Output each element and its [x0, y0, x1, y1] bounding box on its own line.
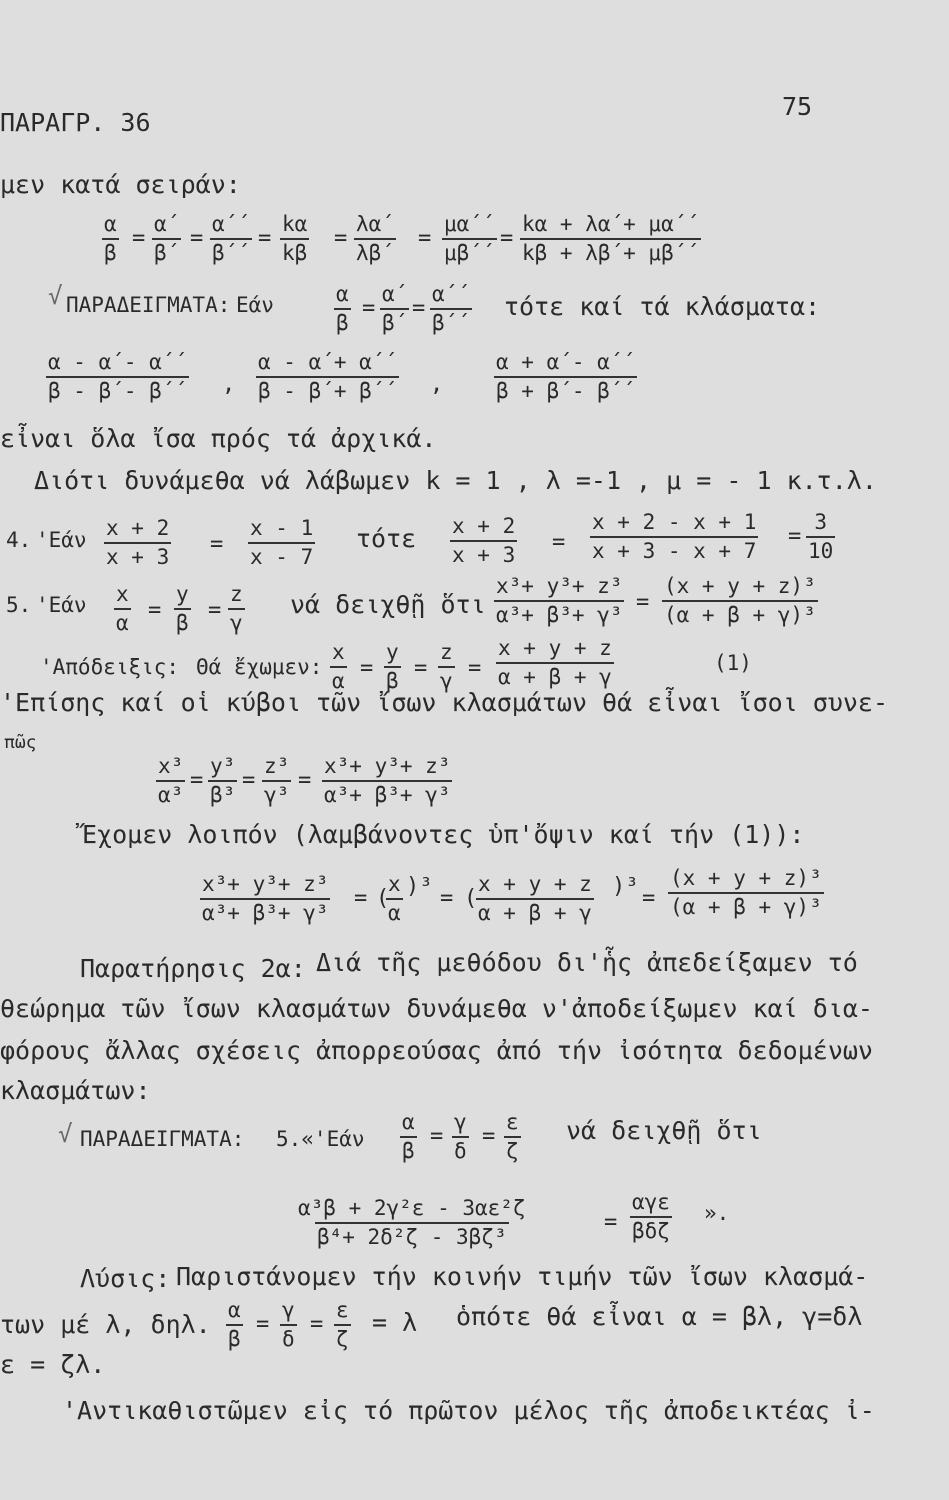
denominator: λβ΄: [354, 238, 396, 265]
final-frac-4: [668, 866, 824, 919]
solution-label: Λύσις:: [80, 1264, 171, 1293]
examples-frac-3: [430, 282, 472, 335]
solution-line-4: 'Αντικαθιστῶμεν εἰς τό πρῶτον μέλος τῆς ἀποδεικτέας ἰ-: [62, 1396, 875, 1425]
numerator: z³: [264, 754, 290, 778]
final-frac-1: [200, 872, 330, 925]
equals-sign: =: [208, 598, 222, 623]
numerator: λα΄: [356, 212, 394, 236]
remark-line-3: φόρους ἄλλας σχέσεις ἀπορρεούσας ἀπό τήν ἰσότητα δεδομένων: [0, 1036, 873, 1065]
denominator: γ³: [262, 780, 291, 807]
denominator: ζ: [504, 1136, 521, 1163]
numerator: γ: [282, 1298, 295, 1322]
numerator: α + α΄- α΄΄: [496, 350, 636, 374]
numerator: x: [332, 640, 345, 664]
denominator: x + 3: [104, 542, 171, 569]
eq1-frac-3: [210, 212, 252, 265]
ex4-frac-1: [104, 516, 171, 569]
numerator: ε: [506, 1110, 519, 1134]
numerator: α΄: [154, 212, 180, 236]
denominator: kβ + λβ΄+ μβ΄΄: [520, 238, 701, 265]
proof-frac-z: [438, 640, 455, 693]
equals-sign: =: [418, 226, 432, 251]
fraction-list-3: [494, 350, 637, 403]
example-5-show: νά δειχθῇ ὅτι: [290, 590, 486, 619]
denominator: β: [174, 608, 191, 635]
also-line-cont: πῶς: [4, 732, 37, 753]
equals-sign: =: [242, 768, 256, 793]
final-frac-2: [386, 872, 403, 925]
numerator: x - 1: [250, 516, 314, 540]
denominator: 10: [806, 536, 835, 563]
proof-label: 'Απόδειξις:: [40, 655, 180, 679]
equals-sign: =: [788, 524, 802, 549]
denominator: β³: [208, 780, 237, 807]
denominator: kβ: [280, 238, 309, 265]
equals-sign: =: [430, 1124, 444, 1149]
examples2-frac-3: [504, 1110, 521, 1163]
remark-line-1: Διά τῆς μεθόδου δι'ἧς ἀπεδείξαμεν τό: [316, 948, 858, 977]
intro-line: μεν κατά σειράν:: [0, 170, 241, 199]
eq1-frac-1: [102, 212, 119, 265]
paren-open: (: [464, 886, 478, 911]
equals-sign: =: [482, 1124, 496, 1149]
example-4-then: τότε: [356, 524, 417, 553]
denominator: β΄: [380, 308, 409, 335]
numerator: α³β + 2γ²ε - 3αε²ζ: [298, 1196, 526, 1220]
denominator: (α + β + γ)³: [662, 600, 818, 627]
denominator: x + 3: [450, 540, 517, 567]
proof-text: Θά ἔχωμεν:: [196, 655, 323, 679]
solution-frac-2: [280, 1298, 297, 1351]
example-4-number: 4.: [6, 528, 32, 552]
denominator: (α + β + γ)³: [668, 892, 824, 919]
equals-sign: =: [256, 1312, 270, 1337]
examples-label: ΠΑΡΑΔΕΙΓΜΑΤΑ:: [66, 293, 231, 317]
eq1-frac-7: [520, 212, 701, 265]
examples-frac-1: [334, 282, 351, 335]
because-line: Διότι δυνάμεθα νά λάβωμεν k = 1 , λ =-1 , μ = - 1 κ.τ.λ.: [34, 466, 877, 495]
ex5-rhs: [662, 574, 818, 627]
solution-text: Παριστάνομεν τήν κοινήν τιμήν τῶν ἴσων κλασμά-: [176, 1262, 869, 1291]
equals-sign: =: [258, 226, 272, 251]
equals-sign: =: [412, 296, 426, 321]
numerator: α - α΄+ α΄΄: [258, 350, 398, 374]
eq1-frac-6: [442, 212, 497, 265]
equal-statement: εἶναι ὅλα ἴσα πρός τά ἀρχικά.: [0, 424, 437, 453]
numerator: αγε: [632, 1190, 670, 1214]
denominator: δ: [452, 1136, 469, 1163]
numerator: y: [386, 640, 399, 664]
numerator: x³: [158, 754, 184, 778]
paren-close-power: )³: [406, 874, 433, 899]
proof-frac-sum: [496, 636, 614, 689]
denominator: β΄: [152, 238, 181, 265]
denominator: α + β + γ: [496, 662, 614, 689]
examples2-frac-2: [452, 1110, 469, 1163]
numerator: ε: [336, 1298, 349, 1322]
solution-line-3: ε = ζλ.: [0, 1350, 106, 1379]
cube-frac-y: [208, 754, 237, 807]
numerator: α: [228, 1298, 241, 1322]
cube-frac-z: [262, 754, 291, 807]
equals-sign: =: [354, 886, 368, 911]
equals-sign: =: [414, 656, 428, 681]
denominator: β: [102, 238, 119, 265]
ex4-frac-4: [590, 510, 758, 563]
comma: ,: [430, 372, 444, 397]
numerator: z: [440, 640, 453, 664]
equals-sign: =: [148, 598, 162, 623]
solution-frac-3: [334, 1298, 351, 1351]
example-5-if: 'Εάν: [36, 593, 87, 617]
denominator: β - β΄- β΄΄: [46, 376, 189, 403]
denominator: x - 7: [248, 542, 315, 569]
exponent: ³: [419, 874, 433, 899]
page-number: 75: [782, 92, 813, 121]
ex5-frac-z: [228, 582, 245, 635]
numerator: y: [176, 582, 189, 606]
equals-sign: =: [360, 656, 374, 681]
equals-sign: =: [362, 296, 376, 321]
equals-sign: =: [636, 590, 650, 615]
also-line: 'Επίσης καί οἱ κύβοι τῶν ἴσων κλασμάτων θά εἶναι ἴσοι συνε-: [0, 688, 889, 717]
equation-ref: (1): [714, 651, 752, 675]
numerator: α΄΄: [212, 212, 250, 236]
ex5-frac-x: [114, 582, 131, 635]
equals-sign: =: [642, 886, 656, 911]
examples-frac-2: [380, 282, 409, 335]
denominator: α³+ β³+ γ³: [494, 600, 624, 627]
denominator: δ: [280, 1324, 297, 1351]
numerator: x + 2: [106, 516, 170, 540]
denominator: ζ: [334, 1324, 351, 1351]
numerator: (x + y + z)³: [664, 574, 816, 598]
numerator: 3: [814, 510, 827, 534]
equals-sign: =: [468, 656, 482, 681]
final-frac-3: [476, 872, 594, 925]
numerator: γ: [454, 1110, 467, 1134]
equals-sign: =: [210, 532, 224, 557]
denominator: β: [334, 308, 351, 335]
ex4-frac-5: [806, 510, 835, 563]
equals-sign: =: [334, 226, 348, 251]
examples2-label: ΠΑΡΑΔΕΙΓΜΑΤΑ:: [80, 1127, 245, 1151]
section-header: ΠΑΡΑΓΡ. 36: [0, 108, 151, 137]
denominator: β΄΄: [210, 238, 252, 265]
denominator: α: [330, 666, 347, 693]
remark-line-4: κλασμάτων:: [0, 1076, 151, 1105]
numerator: x³+ y³+ z³: [324, 754, 451, 778]
equals-sign: =: [500, 226, 514, 251]
paren-close-power: )³: [612, 874, 639, 899]
proof-frac-y: [384, 640, 401, 693]
examples-if: Εάν: [236, 293, 274, 317]
denominator: γ: [228, 608, 245, 635]
ex5-frac-y: [174, 582, 191, 635]
solution-lambda: = λ: [372, 1308, 418, 1337]
numerator: μα΄΄: [444, 212, 495, 236]
denominator: β: [384, 666, 401, 693]
denominator: α: [386, 898, 403, 925]
numerator: (x + y + z)³: [670, 866, 822, 890]
denominator: β: [226, 1324, 243, 1351]
eq1-frac-2: [152, 212, 181, 265]
numerator: x + 2 - x + 1: [592, 510, 757, 534]
denominator: x + 3 - x + 7: [590, 536, 758, 563]
example-5-number: 5.: [6, 593, 32, 617]
numerator: y³: [210, 754, 236, 778]
solution-line-2a: των μέ λ, δηλ.: [0, 1310, 211, 1339]
numerator: x³+ y³+ z³: [496, 574, 623, 598]
numerator: α: [104, 212, 117, 236]
remark-line-2: θεώρημα τῶν ἴσων κλασμάτων δυνάμεθα ν'ἀποδείξωμεν καί δια-: [0, 994, 873, 1023]
example-4-if: 'Εάν: [36, 528, 87, 552]
remark-label: Παρατήρησις 2α:: [80, 954, 306, 983]
cube-frac-sum: [322, 754, 452, 807]
numerator: α΄΄: [432, 282, 470, 306]
denominator: β + β΄- β΄΄: [494, 376, 637, 403]
numerator: α΄: [382, 282, 408, 306]
ex4-frac-3: [450, 514, 517, 567]
denominator: α³+ β³+ γ³: [322, 780, 452, 807]
solution-frac-1: [226, 1298, 243, 1351]
equals-sign: =: [604, 1210, 618, 1235]
numerator: α: [336, 282, 349, 306]
denominator: βδζ: [630, 1216, 672, 1243]
examples2-big-frac: [296, 1196, 528, 1249]
denominator: α: [114, 608, 131, 635]
ex4-frac-2: [248, 516, 315, 569]
examples-then: τότε καί τά κλάσματα:: [504, 292, 821, 321]
check-mark-icon: √: [58, 1120, 73, 1148]
paren-open: (: [376, 886, 390, 911]
numerator: x³+ y³+ z³: [202, 872, 329, 896]
fraction-list-1: [46, 350, 189, 403]
denominator: β⁴+ 2δ²ζ - 3βζ³: [315, 1222, 509, 1249]
numerator: z: [230, 582, 243, 606]
numerator: x: [388, 872, 401, 896]
denominator: α³: [156, 780, 185, 807]
solution-line-2c: ὁπότε θά εἶναι α = βλ, γ=δλ: [456, 1302, 863, 1331]
equals-sign: =: [440, 886, 454, 911]
eq1-frac-4: [280, 212, 309, 265]
numerator: x + 2: [452, 514, 516, 538]
equals-sign: =: [298, 768, 312, 793]
cube-frac-x: [156, 754, 185, 807]
examples2-show: νά δειχθῇ ὅτι: [566, 1116, 762, 1145]
equals-sign: =: [132, 226, 146, 251]
denominator: β - β΄+ β΄΄: [256, 376, 399, 403]
numerator: α - α΄- α΄΄: [48, 350, 188, 374]
denominator: β΄΄: [430, 308, 472, 335]
equals-sign: =: [552, 530, 566, 555]
proof-frac-x: [330, 640, 347, 693]
numerator: x: [116, 582, 129, 606]
denominator: α + β + γ: [476, 898, 594, 925]
denominator: γ: [438, 666, 455, 693]
numerator: kα: [282, 212, 308, 236]
have-line: Ἔχομεν λοιπόν (λαμβάνοντες ὑπ'ὄψιν καί τήν (1)):: [82, 820, 805, 849]
denominator: β: [400, 1136, 417, 1163]
ex5-lhs: [494, 574, 624, 627]
equals-sign: =: [190, 226, 204, 251]
equals-sign: =: [310, 1312, 324, 1337]
numerator: x + y + z: [478, 872, 592, 896]
numerator: kα + λα΄+ μα΄΄: [522, 212, 700, 236]
examples2-number: 5.«'Εάν: [276, 1127, 365, 1151]
eq1-frac-5: [354, 212, 396, 265]
examples2-end: ».: [704, 1201, 730, 1225]
check-mark-icon: √: [48, 282, 63, 310]
numerator: x + y + z: [498, 636, 612, 660]
comma: ,: [222, 372, 236, 397]
denominator: α³+ β³+ γ³: [200, 898, 330, 925]
examples2-frac-1: [400, 1110, 417, 1163]
fraction-list-2: [256, 350, 399, 403]
numerator: α: [402, 1110, 415, 1134]
examples2-rhs-frac: [630, 1190, 672, 1243]
denominator: μβ΄΄: [442, 238, 497, 265]
exponent: ³: [625, 874, 639, 899]
equals-sign: =: [190, 768, 204, 793]
